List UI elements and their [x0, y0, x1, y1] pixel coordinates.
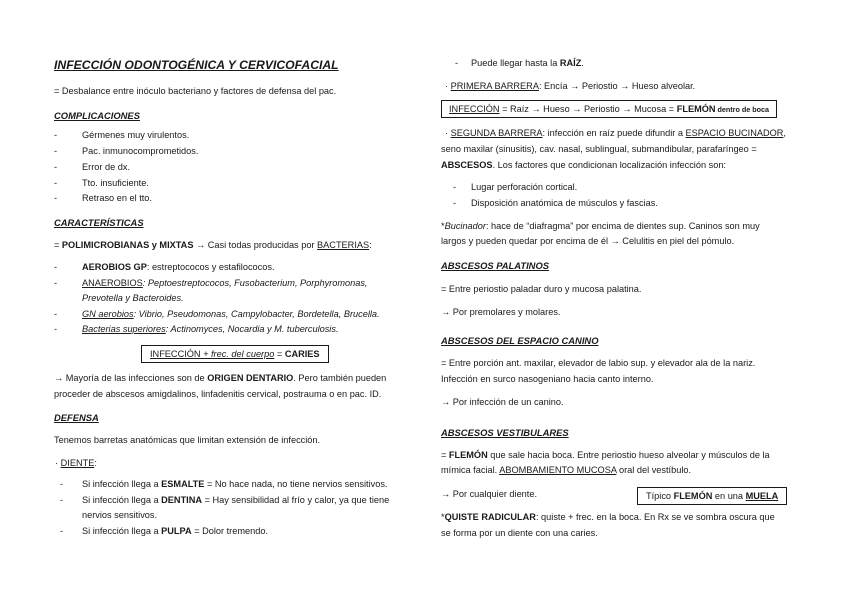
bucinador-line-1: *Bucinador: hace de “diafragma” por encima de dientes sup. Caninos son muy [441, 221, 760, 231]
list-item-continuation: nervios sensitivos. [82, 510, 158, 520]
palatinos-cause: → Por premolares y molares. [441, 307, 561, 317]
intro-text: = Desbalance entre inóculo bacteriano y factores de defensa del pac. [54, 86, 337, 96]
mayoria-line-1: → Mayoría de las infecciones son de ORIGEN DENTARIO. Pero también pueden [54, 373, 387, 383]
document-title: INFECCIÓN ODONTOGÉNICA Y CERVICOFACIAL [54, 58, 339, 72]
flemon-box: INFECCIÓN = Raíz → Hueso → Periostio → Mucosa = FLEMÓN dentro de boca [441, 100, 777, 118]
canino-text-2: Infección en surco nasogeniano hacia canto interno. [441, 374, 654, 384]
caracteristicas-heading: CARACTERÍSTICAS [54, 217, 144, 228]
list-item-continuation: Prevotella y Bacteroides. [82, 293, 184, 303]
segunda-barrera-line-2: seno maxilar (sinusitis), cav. nasal, sublingual, submandibular, parafaríngeo = [441, 144, 757, 154]
complicaciones-heading: COMPLICACIONES [54, 110, 140, 121]
primera-barrera: · PRIMERA BARRERA: Encía → Periostio → Hueso alveolar. [445, 81, 696, 91]
bucinador-line-2: largos y pueden quedar por encima de él → Celulitis en piel del pómulo. [441, 236, 735, 246]
mayoria-line-2: proceder de abscesos amigdalinos, linfadenitis cervical, postrauma o en pac. ID. [54, 389, 382, 399]
palatinos-text: = Entre periostio paladar duro y mucosa palatina. [441, 284, 642, 294]
vestibulares-heading: ABSCESOS VESTIBULARES [441, 427, 569, 438]
vestibulares-line-1: = FLEMÓN que sale hacia boca. Entre periostio hueso alveolar y músculos de la [441, 450, 770, 460]
muela-box: Típico FLEMÓN en una MUELA [637, 487, 787, 505]
canino-heading: ABSCESOS DEL ESPACIO CANINO [441, 335, 599, 346]
palatinos-heading: ABSCESOS PALATINOS [441, 260, 549, 271]
segunda-barrera-line-3: ABSCESOS. Los factores que condicionan localización infección son: [441, 160, 726, 170]
defensa-text: Tenemos barretas anatómicas que limitan extensión de infección. [54, 435, 321, 445]
quiste-line-1: *QUISTE RADICULAR: quiste + frec. en la boca. En Rx se ve sombra oscura que [441, 512, 775, 522]
canino-cause: → Por infección de un canino. [441, 397, 564, 407]
document-page: INFECCIÓN ODONTOGÉNICA Y CERVICOFACIAL = Desbalance entre inóculo bacteriano y factores de defensa del pac. COMPLICACIONES - Gérmenes muy virulentos. - Pac. inmunocomprometidos. - Error de dx. - Tto. insuficiente. - Retraso en el tto. CARACTERÍSTICAS = POLIMICROBIANAS y MIXTAS → Casi todas producidas por BACTERIAS: - AEROBIOS GP: estreptococos y estafilococos. - ANAEROBIOS: Peptoestreptococos, Fusobacterium, Porphyromonas, Prevotella y Bacteroides. - GN aerobios: Vibrio, Pseudomonas, Campylobacter, Bordetella, Brucella. - Bacterias superiores: Actinomyces, Nocardia y M. tuberculosis. INFECCIÓN + frec. del cuerpo = CARIES → Mayoría de las infecciones son de ORIGEN DENTARIO. Pero también pueden proceder de abscesos amigdalinos, linfadenitis cervical, postrauma o en pac. ID. DEFENSA Tenemos barretas anatómicas que limitan extensión de infección. · DIENTE: - Si infección llega a ESMALTE = No hace nada, no tiene nervios sensitivos. - Si infección llega a DENTINA = Hay sensibilidad al frío y calor, ya que tiene nervios sensitivos. - Si infección llega a PULPA = Dolor tremendo. - Puede llegar hasta la RAÍZ. · PRIMERA BARRERA: Encía → Periostio → Hueso alveolar. INFECCIÓN = Raíz → Hueso → Periostio → Mucosa = FLEMÓN dentro de boca · SEGUNDA BARRERA: infección en raíz puede difundir a ESPACIO BUCINADOR, seno maxilar (sinusitis), cav. nasal, sublingual, submandibular, parafaríngeo = ABSCESOS. Los factores que condicionan localización infección son: - Lugar perforación cortical. - Disposición anatómica de músculos y fascias. *Bucinador: hace de “diafragma” por encima de dientes sup. Caninos son muy largos y pueden quedar por encima de él → Celulitis en piel del pómulo. ABSCESOS PALATINOS = Entre periostio paladar duro y mucosa palatina. → Por premolares y molares. ABSCESOS DEL ESPACIO CANINO = Entre porción ant. maxilar, elevador de labio sup. y elevador ala de la nariz. Infección en surco nasogeniano hacia canto interno. → Por infección de un canino. ABSCESOS VESTIBULARES = FLEMÓN que sale hacia boca. Entre periostio hueso alveolar y músculos de la mímica facial. ABOMBAMIENTO MUCOSA oral del vestíbulo. → Por cualquier diente. Típico FLEMÓN en una MUELA *QUISTE RADICULAR: quiste + frec. en la boca. En Rx se ve sombra oscura que se forma por un diente con una caries. [54, 58, 786, 538]
quiste-line-2: se forma por un diente con una caries. [441, 528, 598, 538]
canino-text-1: = Entre porción ant. maxilar, elevador de labio sup. y elevador ala de la nariz. [441, 358, 756, 368]
vestibulares-cause: → Por cualquier diente. [441, 489, 538, 499]
caracteristicas-summary: = POLIMICROBIANAS y MIXTAS → Casi todas producidas por BACTERIAS: [54, 240, 372, 250]
vestibulares-line-2: mímica facial. ABOMBAMIENTO MUCOSA oral del vestíbulo. [441, 465, 692, 475]
caries-box: INFECCIÓN + frec. del cuerpo = CARIES [141, 345, 329, 363]
diente-label: · DIENTE: [55, 458, 97, 468]
segunda-barrera-line-1: · SEGUNDA BARRERA: infección en raíz puede difundir a ESPACIO BUCINADOR, [445, 128, 786, 138]
defensa-heading: DEFENSA [54, 412, 99, 423]
